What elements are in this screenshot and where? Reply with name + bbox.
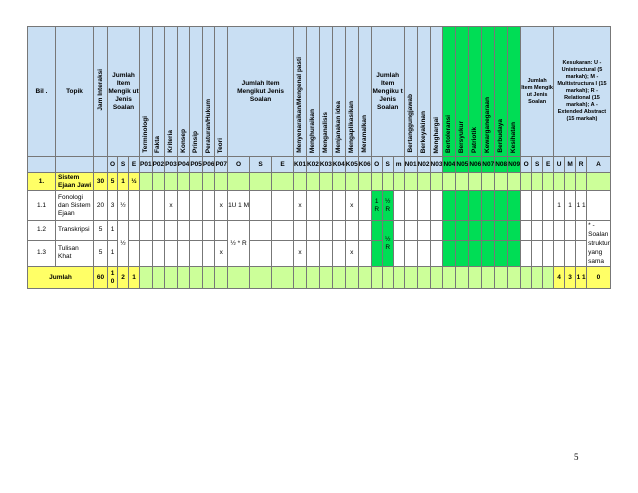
- n-col-1: Bertanggungjawab: [406, 94, 414, 153]
- row13-bil: 1.3: [28, 240, 56, 266]
- table-row: [28, 240, 611, 266]
- k-code-3: K03: [319, 157, 332, 173]
- row13-topik: Tulisan Khat: [56, 240, 94, 266]
- ose-e-4: E: [543, 157, 554, 173]
- row13-o: 1: [108, 240, 118, 266]
- row12-o: 1: [108, 221, 118, 241]
- row11-s: ½: [118, 191, 129, 221]
- n-code-1: N01: [404, 157, 417, 173]
- n-col-5: Bersyukur: [458, 120, 466, 153]
- p-col-4: Konsep: [179, 129, 187, 153]
- p-col-1: Terminologi: [141, 116, 149, 153]
- ose-e-1: E: [129, 157, 140, 173]
- k-col-2: Menghuraikan: [308, 108, 316, 153]
- n-code-3: N03: [430, 157, 443, 173]
- jam-interaksi-header: Jam Interaksi: [96, 69, 104, 111]
- umra-r: R: [576, 157, 587, 173]
- n-col-2: Berkeyakinan: [419, 110, 427, 153]
- topik-header: Topik: [56, 27, 94, 157]
- n-col-3: Menghargai: [432, 116, 440, 153]
- p-code-5: P05: [190, 157, 203, 173]
- p-col-7: Teori: [217, 137, 225, 153]
- k-code-6: K06: [358, 157, 371, 173]
- k-col-1: Menyenaraikan/Mengenal pasti: [296, 57, 304, 153]
- row1-jam: 30: [94, 173, 108, 191]
- row12-n2: ½ R: [382, 221, 393, 267]
- k-code-1: K01: [294, 157, 307, 173]
- n-col-6: Patriotik: [471, 126, 479, 153]
- row11-x1: x: [165, 191, 178, 221]
- row11-bil: 1.1: [28, 191, 56, 221]
- row11-m: 1: [565, 191, 576, 221]
- ose-o-2: O: [228, 157, 250, 173]
- n-code-5: N05: [456, 157, 469, 173]
- k-col-3: Menganalisis: [321, 112, 329, 153]
- jumlah-u: 4: [554, 267, 565, 289]
- jumlah-e: 1: [129, 267, 140, 289]
- p-code-1: P01: [140, 157, 153, 173]
- p-col-2: Fakta: [154, 136, 162, 153]
- p-code-3: P03: [165, 157, 178, 173]
- k-col-5: Mengaplikasikan: [347, 100, 355, 153]
- n-code-4: N04: [443, 157, 456, 173]
- row12-s: ½: [118, 221, 129, 267]
- bil-header: Bil .: [28, 27, 56, 157]
- jumlah-item-header-1: Jumlah Item Mengik ut Jenis Soalan: [108, 27, 140, 157]
- table-row-total: [28, 267, 611, 289]
- k-code-2: K02: [306, 157, 319, 173]
- jumlah-a: 0: [587, 267, 611, 289]
- k-col-6: Meramalkan: [360, 115, 368, 153]
- ose-o-4: O: [521, 157, 532, 173]
- jumlah-r: 1 1: [576, 267, 587, 289]
- p-col-3: Kriteria: [166, 130, 174, 153]
- p-code-2: P02: [152, 157, 165, 173]
- specification-table: [27, 26, 611, 289]
- table-row: [28, 173, 611, 191]
- row11-r: 1 1: [576, 191, 587, 221]
- osem-o: O: [371, 157, 382, 173]
- row11-topik: Fonologi dan Sistem Ejaan: [56, 191, 94, 221]
- kesukaran-header: Kesukaran: U - Unistructural (5 markah); M - Multistructura l (15 markah); R - Relational (15 markah); A - Extended Abstract (15 markah): [554, 27, 611, 157]
- jumlah-jam: 60: [94, 267, 108, 289]
- table-row: [28, 221, 611, 241]
- row11-n1: 1 R: [371, 191, 382, 221]
- row11-x2: x: [215, 191, 228, 221]
- row12-bil: 1.2: [28, 221, 56, 241]
- row1-topik: Sistem Ejaan Jawi: [56, 173, 94, 191]
- n-code-6: N06: [469, 157, 482, 173]
- osem-m: m: [393, 157, 404, 173]
- n-col-7: Kewarganegaraan: [484, 97, 492, 153]
- row1-o: 5: [108, 173, 118, 191]
- k-col-4: Menjanakan idea: [334, 100, 342, 153]
- row1-e: ½: [129, 173, 140, 191]
- row13-kx2: x: [345, 240, 358, 266]
- k-code-5: K05: [345, 157, 358, 173]
- row12-topik: Transkripsi: [56, 221, 94, 241]
- jumlah-item-header-3: Jumlah Item Mengiku t Jenis Soalan: [371, 27, 404, 157]
- n-col-8: Berbudaya: [497, 119, 505, 153]
- k-code-4: K04: [332, 157, 345, 173]
- row12-note: * - Soalan struktur yang sama: [588, 222, 610, 265]
- row11-jam: 20: [94, 191, 108, 221]
- table-row: [28, 191, 611, 221]
- n-col-9: Kesihatan: [510, 121, 518, 153]
- row1-s: 1: [118, 173, 129, 191]
- row11-soal: 1U 1 M: [228, 191, 250, 221]
- jumlah-o: 1 0: [108, 267, 118, 289]
- page-number: 5: [574, 452, 579, 462]
- n-code-8: N08: [495, 157, 508, 173]
- n-code-7: N07: [482, 157, 495, 173]
- n-col-4: Bertoleransi: [445, 115, 453, 153]
- row1-bil: 1.: [28, 173, 56, 191]
- row11-n2: ½ R: [382, 191, 393, 221]
- umra-u: U: [554, 157, 565, 173]
- n-code-2: N02: [417, 157, 430, 173]
- row11-o: 3: [108, 191, 118, 221]
- ose-e-2: E: [272, 157, 294, 173]
- jumlah-label: Jumlah: [28, 267, 94, 289]
- ose-s-4: S: [532, 157, 543, 173]
- row12-soal: ½ * R: [228, 221, 250, 267]
- jumlah-item-header-4: Jumlah Item Mengik ut Jenis Soalan: [521, 27, 554, 157]
- n-code-9: N09: [508, 157, 521, 173]
- p-code-4: P04: [177, 157, 190, 173]
- ose-s-2: S: [250, 157, 272, 173]
- umra-a: A: [587, 157, 611, 173]
- row13-x2: x: [215, 240, 228, 266]
- row12-jam: 5: [94, 221, 108, 241]
- umra-m: M: [565, 157, 576, 173]
- jumlah-m: 3: [565, 267, 576, 289]
- p-code-7: P07: [215, 157, 228, 173]
- ose-s-1: S: [118, 157, 129, 173]
- p-col-6: Peraturan/Hukum: [204, 98, 212, 153]
- row11-u: 1: [554, 191, 565, 221]
- osem-s: S: [382, 157, 393, 173]
- p-col-5: Prinsip: [192, 130, 200, 153]
- p-code-6: P06: [202, 157, 215, 173]
- row11-kx2: x: [345, 191, 358, 221]
- row11-kx1: x: [294, 191, 307, 221]
- row13-jam: 5: [94, 240, 108, 266]
- row13-kx1: x: [294, 240, 307, 266]
- jumlah-s: 2: [118, 267, 129, 289]
- jumlah-item-header-2: Jumlah Item Mengikut Jenis Soalan: [228, 27, 294, 157]
- ose-o-1: O: [108, 157, 118, 173]
